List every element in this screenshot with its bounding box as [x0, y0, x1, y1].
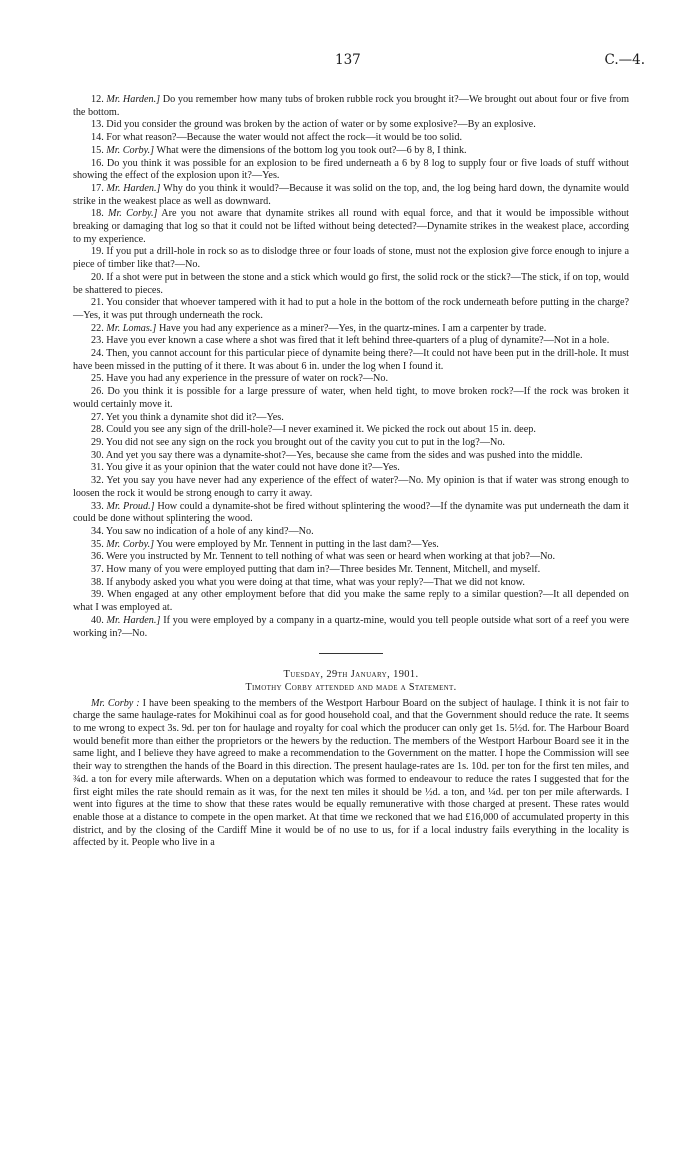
question-text: Were you instructed by Mr. Tennent to tell nothing of what was seen or heard when working at that job?—No. [106, 551, 556, 563]
question-item [73, 323, 629, 336]
statement-paragraph [73, 698, 629, 850]
question-number: 30. [91, 449, 104, 461]
session-date: Tuesday, 29th January, 1901. [283, 669, 419, 681]
question-text: Do you remember how many tubs of broken rubble rock you brought it?—We brought out about four or five from the bottom. [73, 94, 630, 118]
question-speaker: Mr. Harden.] [106, 614, 161, 626]
question-speaker: Mr. Harden.] [106, 94, 161, 105]
question-item [73, 272, 629, 297]
question-text: Did you consider the ground was broken by the action of water or by some explosive?—By an explosive. [106, 119, 536, 131]
question-number: 27. [91, 411, 104, 423]
question-number: 25. [91, 373, 104, 385]
question-number: 22. [91, 322, 104, 334]
question-text: Yet you think a dynamite shot did it?—Yes. [105, 411, 284, 423]
question-number: 12. [91, 94, 104, 105]
attendance-line: Timothy Corby attended and made a Statement. [245, 681, 457, 693]
question-item [73, 475, 629, 500]
question-speaker: Mr. Proud.] [106, 500, 155, 512]
question-item [73, 577, 629, 590]
question-speaker: Mr. Corby.] [107, 208, 158, 220]
question-text: What were the dimensions of the bottom log you took out?—6 by 8, I think. [156, 144, 467, 156]
question-number: 14. [91, 132, 104, 144]
question-text: You saw no indication of a hole of any kind?—No. [105, 525, 314, 537]
question-number: 18. [91, 208, 104, 220]
question-number: 35. [91, 538, 104, 550]
question-text: And yet you say there was a dynamite-shot?—Yes, because she came from the sides and was pushed into the middle. [105, 449, 583, 461]
question-item [73, 373, 629, 386]
statement-text: I have been speaking to the members of the Westport Harbour Board on the subject of haulage. I think it is not fair to charge the same haulage-rates for Mokihinui coal as for good household coal, and that the Government should reduce the rate. It seems to me wrong to expect 3s. 9d. per ton for haulage and royalty for coal which the producer can only get 1s. 5½d. for. The Harbour Board would benefit more than either the proprietors or the hewers by the reduction. The members of the Westport Harbour Board see it in the same light, and I believe they have agreed to make a recommendation to the Government on the matter. I hope the Commission will see their way to strengthen the hands of the Board in this direction. The present haulage-rates are 1s. 10d. per ton for the first ten miles, and ¾d. a ton for every mile afterwards. When on a deputation which was formed to endeavour to reduce the rates I suggested that for the first eight miles the rate should remain as it was, for the next ten miles it should be ½d. a ton, and ¼d. per ton per mile afterwards. I went into figures at the time to show that these rates would be equally remunerative with those charged at present. These rates would enable those at a distance to compete in the open market. At that time we reckoned that we had £16,000 of accumulated property in this district, and by the closing of the Cardiff Mine it would be of no use to us, for if a local industry fails everything in the locality is affected by it. People who live in a [73, 697, 630, 849]
question-item [73, 119, 629, 132]
question-speaker: Mr. Corby.] [106, 144, 155, 156]
question-text: For what reason?—Because the water would not affect the rock—it would be too solid. [106, 132, 462, 144]
question-text: You give it as your opinion that the water could not have done it?—Yes. [105, 462, 400, 474]
question-text: Have you had any experience in the pressure of water on rock?—No. [106, 373, 389, 385]
question-speaker: Mr. Corby.] [106, 538, 155, 550]
question-item [73, 297, 629, 322]
question-text: Then, you cannot account for this particular piece of dynamite being there?—It could not have been put in the drill-hole. It must have been missed in the putting of it there. It was about 6 in. under the log when I found it. [73, 348, 629, 372]
question-number: 28. [91, 424, 104, 436]
question-item [73, 145, 629, 158]
document-reference: C.—4. [604, 52, 645, 68]
question-item [73, 615, 629, 640]
question-number: 29. [91, 436, 104, 448]
question-number: 34. [91, 525, 104, 537]
question-number: 36. [91, 551, 104, 563]
question-item [73, 589, 629, 614]
question-item [73, 158, 629, 183]
question-text: Why do you think it would?—Because it was solid on the top, and, the log being hard down, the dynamite would strike in the weakest place as well as downward. [73, 182, 629, 207]
page-body [73, 94, 629, 850]
question-number: 19. [91, 246, 104, 258]
question-number: 37. [91, 564, 104, 576]
question-text: Are you not aware that dynamite strikes all round with equal force, and that it would be impossible without breaking or damaging that log so that it could not be lifted without being detected?—Dynamite strikes in the weakest place, according to my experience. [73, 208, 629, 245]
question-text: You did not see any sign on the rock you brought out of the cavity you cut to put in the log?—No. [105, 436, 505, 448]
question-text: Have you ever known a case where a shot was fired that it left behind three-quarters of a plug of dynamite?—Not in a hole. [106, 335, 610, 347]
question-speaker: Mr. Lomas.] [106, 322, 157, 334]
question-text: Have you had any experience as a miner?—Yes, in the quartz-mines. I am a carpenter by trade. [158, 322, 547, 334]
question-number: 31. [91, 462, 104, 474]
question-text: How many of you were employed putting that dam in?—Three besides Mr. Tennent, Mitchell, and myself. [106, 564, 541, 576]
question-item [73, 132, 629, 145]
question-item [73, 246, 629, 271]
question-text: If anybody asked you what you were doing at that time, what was your reply?—That we did not know. [106, 576, 525, 588]
question-item [73, 450, 629, 463]
question-item [73, 539, 629, 552]
page-number: 137 [335, 52, 361, 68]
question-item [73, 386, 629, 411]
question-number: 33. [91, 500, 104, 512]
question-item [73, 526, 629, 539]
question-text: Yet you say you have never had any experience of the effect of water?—No. My opinion is that if water was strong enough to loosen the rock it would be strong enough to carry it away. [73, 475, 630, 499]
question-number: 23. [91, 335, 104, 347]
question-number: 40. [91, 614, 104, 626]
question-text: If you were employed by a company in a quartz-mine, would you tell people outside what sort of a reef you were working in?—No. [73, 614, 630, 639]
question-list [73, 94, 629, 640]
question-number: 39. [91, 589, 104, 601]
question-number: 32. [91, 475, 104, 487]
question-item [73, 462, 629, 475]
question-text: If a shot were put in between the stone and a stick which would go first, the solid rock or the stick?—The stick, if on top, would be shattered to pieces. [73, 271, 630, 296]
question-number: 15. [91, 144, 104, 156]
question-number: 26. [91, 386, 104, 398]
question-text: You consider that whoever tampered with it had to put a hole in the bottom of the rock underneath before putting in the charge?—Yes, it was put through underneath the rock. [73, 297, 629, 321]
question-number: 17. [91, 182, 104, 194]
question-number: 13. [91, 119, 104, 131]
question-text: If you put a drill-hole in rock so as to dislodge three or four loads of stone, must not the explosion give force enough to injure a piece of timber like that?—No. [73, 246, 630, 271]
question-text: How could a dynamite-shot be fired without splintering the wood?—If the dynamite was put underneath the dam it could be done without splintering the wood. [73, 500, 629, 525]
question-item [73, 412, 629, 425]
question-text: Could you see any sign of the drill-hole?—I never examined it. We picked the rock out about 15 in. deep. [106, 424, 536, 436]
question-speaker: Mr. Harden.] [106, 182, 161, 194]
question-number: 38. [91, 576, 104, 588]
question-item [73, 208, 629, 246]
question-item [73, 437, 629, 450]
question-item [73, 183, 629, 208]
question-item [73, 348, 629, 373]
page-header [0, 52, 700, 72]
question-item [73, 335, 629, 348]
question-item [73, 551, 629, 564]
question-number: 21. [91, 297, 104, 309]
question-number: 20. [91, 271, 104, 283]
question-item [73, 424, 629, 437]
question-text: Do you think it is possible for a large pressure of water, when held tight, to move broken rock?—If the rock was broken it would certainly move it. [73, 386, 629, 410]
question-item [73, 94, 629, 119]
section-divider [319, 653, 383, 654]
question-text: You were employed by Mr. Tennent in putting in the last dam?—Yes. [156, 538, 439, 550]
question-text: When engaged at any other employment before that did you make the same reply to a similar question?—It all depended on what I was employed at. [73, 589, 629, 614]
question-item [73, 501, 629, 526]
statement-speaker: Mr. Corby : [91, 697, 140, 709]
question-number: 16. [91, 157, 104, 169]
question-number: 24. [91, 348, 104, 360]
question-text: Do you think it was possible for an explosion to be fired underneath a 6 by 8 log to supply four or five loads of stuff without showing the effect of the explosion upon it?—Yes. [73, 157, 630, 182]
question-item [73, 564, 629, 577]
